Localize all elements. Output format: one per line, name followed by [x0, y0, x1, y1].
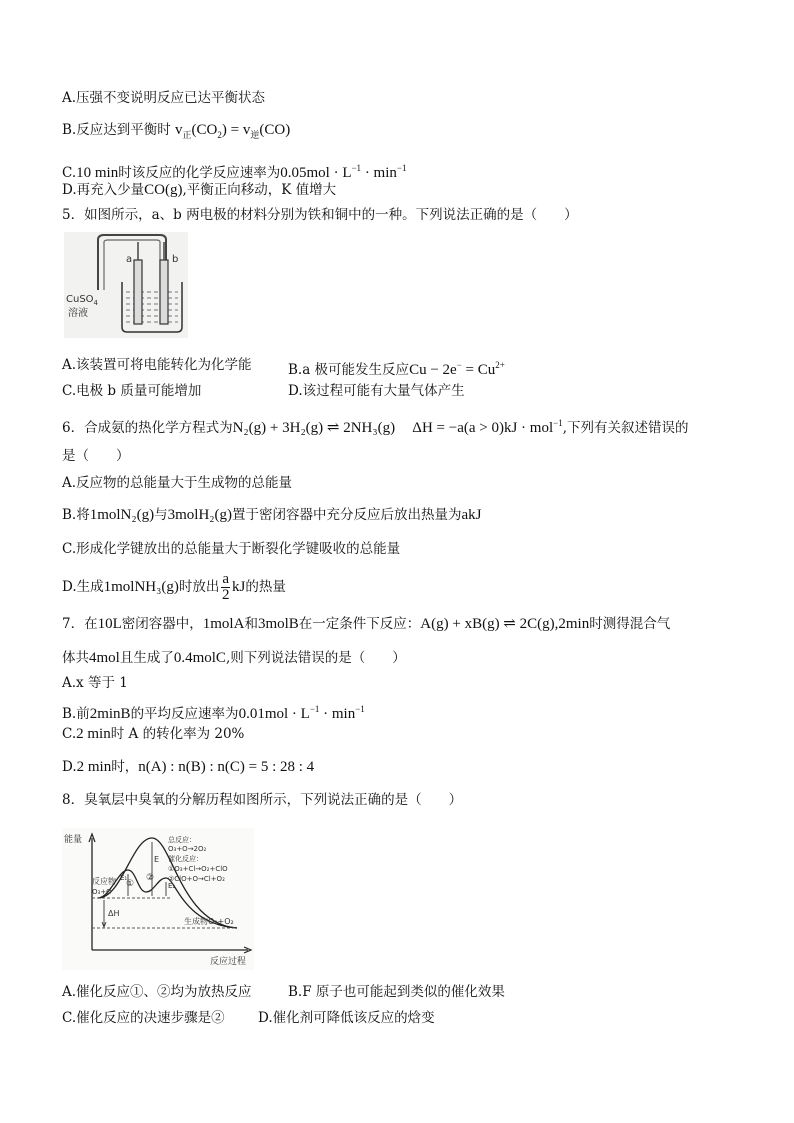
q6-option-b: B.将1molN₂(g)与3molH₂(g)置于密闭容器中充分反应后放出热量为akJ [62, 507, 482, 523]
q8-option-a: A.催化反应①、②均为放热反应 [62, 984, 252, 1000]
q6-enthalpy: ΔH = −a(a > 0)kJ · mol$^{-1}$ [412, 418, 563, 436]
svg-text:总反应：: 总反应： [168, 836, 196, 844]
svg-text:E₁: E₁ [120, 874, 128, 882]
q6-stem: 6．合成氨的热化学方程式为N₂(g) + 3H₂(g) ⇌ 2NH₃(g) ΔH = −a(a > 0)kJ · mol$^{-1}$,下列有关叙述错误的 [62, 418, 689, 436]
svg-text:催化反应：: 催化反应： [168, 855, 203, 863]
q4-option-c: C.10 min时该反应的化学反应速率为$0.05mol \cdot L^{-1} \cdot \min^{-1}$ [62, 163, 407, 181]
products-label: 生成物O₂+O₂ [184, 917, 234, 926]
svg-text:②ClO+O→Cl+O₂: ②ClO+O→Cl+O₂ [168, 875, 225, 883]
electrode-a [134, 260, 142, 324]
q5-option-d: D.该过程可能有大量气体产生 [288, 383, 465, 399]
q7-option-a: A.x 等于 1 [62, 675, 128, 691]
q4-option-d: D.再充入少量CO(g),平衡正向移动，K 值增大 [62, 182, 337, 198]
y-axis-label: 能量 [64, 835, 83, 845]
q7-option-b: B.前2minB的平均反应速率为$0.01mol \cdot L^{-1} \cdot \min^{-1}$ [62, 704, 365, 722]
q8-option-d: D.催化剂可降低该反应的焓变 [258, 1010, 435, 1026]
q4-option-c-rate: $0.05mol \cdot L^{-1} \cdot \min^{-1}$ [280, 163, 407, 181]
q7-stem-line2: 体共4mol且生成了0.4molC,则下列说法错误的是（ ） [62, 650, 406, 666]
electrolysis-cell-figure [64, 232, 188, 338]
q7-equation: A(g) + xB(g) ⇌ 2C(g), [420, 616, 559, 632]
q6-stem-line2: 是（ ） [62, 448, 130, 464]
q8-option-b: B.F 原子也可能起到类似的催化效果 [288, 984, 505, 1000]
svg-text:O₃+O: O₃+O [92, 888, 112, 896]
q4-option-b [62, 120, 290, 145]
reactants-label: 反应物 [92, 877, 116, 886]
q6-equation: N₂(g) + 3H₂(g) ⇌ 2NH₃(g) [232, 420, 396, 436]
q4-option-b-formula: $v_正(CO_2) = v_逆(CO)$ [175, 122, 291, 140]
q6-option-a: A.反应物的总能量大于生成物的总能量 [62, 475, 293, 491]
q7-option-c: C.2 min时 A 的转化率为 20% [62, 726, 245, 742]
q6-option-d: D.生成1molNH₃(g)时放出 $\frac{a}{2}$ kJ的热量 [62, 571, 286, 603]
svg-text:①: ① [126, 879, 135, 889]
q4-option-b-label: B.反应达到平衡时 [62, 122, 171, 138]
q5-option-a: A.该装置可将电能转化为化学能 [62, 357, 252, 373]
q6-fraction: $\frac{a}{2}$ [221, 571, 230, 603]
q6-option-c: C.形成化学键放出的总能量大于断裂化学键吸收的总能量 [62, 541, 401, 557]
x-axis-label: 反应过程 [210, 957, 247, 967]
q7-option-d: D.2 min时，n(A) : n(B) : n(C) = 5 : 28 : 4 [62, 759, 315, 775]
solution-label-2: 溶液 [68, 308, 88, 319]
electrode-b [160, 260, 168, 324]
solution-label: CuSO$_4$ [66, 294, 99, 307]
q5-option-b: B.a 极可能发生反应$Cu - 2e^- = Cu^{2+}$ [288, 360, 505, 378]
delta-h-label: ΔH [108, 909, 120, 918]
electrode-a-label: a [126, 254, 133, 265]
svg-text:E₂: E₂ [168, 882, 176, 890]
q5-option-c: C.电极 b 质量可能增加 [62, 383, 202, 399]
q8-option-c: C.催化反应的决速步骤是② [62, 1010, 225, 1026]
svg-text:①O₃+Cl→O₂+ClO: ①O₃+Cl→O₂+ClO [168, 865, 228, 873]
svg-text:E: E [154, 855, 160, 864]
svg-text:O₃+O→2O₂: O₃+O→2O₂ [168, 845, 207, 853]
q4-option-a: A.压强不变说明反应已达平衡状态 [62, 90, 266, 106]
q8-stem: 8．臭氧层中臭氧的分解历程如图所示，下列说法正确的是（ ） [62, 792, 463, 808]
svg-text:②: ② [146, 873, 155, 883]
q7-stem: 7．在10L密闭容器中，1molA和3molB在一定条件下反应：A(g) + xB(g) ⇌ 2C(g),2min时测得混合气 [62, 616, 671, 632]
q5-stem: 5．如图所示，a、b 两电极的材料分别为铁和铜中的一种。下列说法正确的是（ ） [62, 207, 578, 223]
ozone-energy-diagram [62, 828, 254, 970]
electrode-b-label: b [172, 254, 179, 265]
